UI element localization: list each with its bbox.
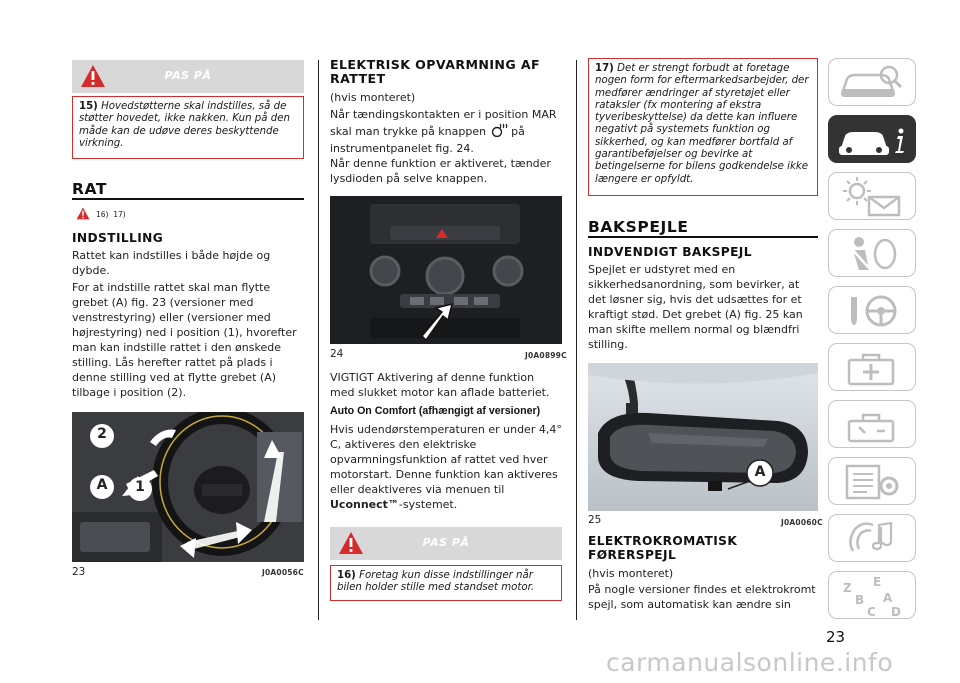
tab-car-overview[interactable] (828, 58, 916, 106)
section-title-heated-wheel: ELEKTRISK OPVARMNING AF RATTET (330, 57, 541, 86)
tab-warning-lights[interactable] (828, 172, 916, 220)
figure-23-image (72, 412, 304, 562)
warning-header (330, 527, 562, 560)
tab-index[interactable] (828, 571, 916, 619)
figure-code: J0A0056C (262, 568, 304, 577)
airbag-safety-icon (829, 230, 917, 278)
section-rule (72, 198, 304, 200)
column-separator (576, 60, 577, 620)
paragraph-2: For at indstille rattet skal man flytte grebet (A) fig. 23 (versioner med venstrestyring) eller (versioner med højrestyring) ned i position (1), hvorefter man kan indstille rattet i den ønskede stilling. Lås herefter rattet på plads i denne stilling ved at flytte grebet (A) tilbage i position (2). (72, 281, 297, 399)
paragraph-4-end: -systemet. (398, 498, 458, 511)
svg-text:D: D (891, 605, 901, 619)
section-title-rat: RAT (72, 180, 108, 198)
emergency-toolbox-icon (829, 344, 917, 392)
figure-code: J0A0899C (525, 351, 567, 360)
figure-label-1: 1 (135, 479, 145, 495)
heated-steering-wheel-icon (490, 123, 508, 137)
watermark: carmanualsonline.info (606, 648, 894, 677)
warning-text: Det er strengt forbudt at foretage nogen form for eftermarkedsarbejder, der medfører ændringer af styretøjet eller rataksler (fx montering af ekstra tyveribeskyttelse) da dette kan influere negativt på systemets funktion og sikkerhed, og kan medfører bortfald af garantibeføjelser og bevirke at betingelserne for bilens godkendelse ikke længere er opfyldt. (595, 63, 809, 185)
version-note: (hvis monteret) (330, 91, 416, 104)
figure-label-2: 2 (97, 426, 107, 442)
figure-number: 24 (330, 348, 344, 360)
warning-number: 16) (337, 570, 356, 581)
warning-box (72, 96, 304, 159)
paragraph-3: På nogle versioner findes et elektrokromt spejl, som automatisk kan ændre sin (588, 583, 816, 611)
warning-box (330, 565, 562, 601)
tab-car-info[interactable] (828, 115, 916, 163)
section-rule (588, 236, 818, 238)
warning-text: Foretag kun disse indstillinger når bilen holder stille med standset motor. (337, 570, 535, 594)
tab-multimedia[interactable] (828, 514, 916, 562)
version-note: (hvis monteret) (588, 567, 674, 580)
subsection-title-indvendigt-bakspejl: INDVENDIGT BAKSPEJL (588, 245, 752, 259)
svg-text:C: C (867, 605, 876, 619)
maintenance-service-icon (829, 401, 917, 449)
warning-triangle-icon (76, 207, 90, 220)
paragraph-2: Når denne funktion er aktiveret, tænder lysdioden på selve knappen. (330, 157, 551, 185)
paragraph-1: Rattet kan indstilles i både højde og dybde. (72, 249, 271, 277)
svg-text:Z: Z (843, 581, 852, 595)
steering-start-icon (829, 287, 917, 335)
paragraph-4 (330, 422, 562, 512)
multimedia-icon (829, 515, 917, 563)
rearview-mirror-illustration (588, 363, 818, 511)
uconnect-brand: Uconnect™ (330, 498, 399, 511)
index-alphabet-icon (829, 572, 917, 620)
subsection-title-indstilling: INDSTILLING (72, 231, 164, 245)
figure-25-image (588, 363, 818, 511)
figure-label-a: A (96, 477, 108, 493)
paragraph-1-text: Når tændingskontakten er i position MAR skal man trykke på knappen (330, 108, 557, 138)
figure-24-image (330, 196, 562, 344)
paragraph-1 (330, 106, 562, 157)
figure-code: J0A0060C (781, 518, 823, 527)
subsection-title-elektrokromatisk: ELEKTROKROMATISK FØRERSPEJL (588, 534, 738, 562)
warning-references: 16) 17) (96, 210, 126, 219)
tab-emergency[interactable] (828, 343, 916, 391)
svg-text:E: E (873, 575, 882, 589)
tab-safety[interactable] (828, 229, 916, 277)
car-info-icon (829, 116, 917, 164)
section-title-bakspejle: BAKSPEJLE (588, 218, 689, 236)
paragraph-1-text-end: på instrumentpanelet fig. 24. (330, 125, 525, 155)
figure-label-a: A (754, 464, 766, 480)
tab-technical-data[interactable] (828, 457, 916, 505)
warning-header (72, 60, 304, 93)
warning-title: PAS PÅ (164, 69, 212, 82)
page-number: 23 (826, 628, 846, 646)
warning-title: PAS PÅ (422, 536, 470, 549)
figure-number: 23 (72, 566, 86, 578)
svg-text:A: A (883, 591, 893, 605)
svg-text:B: B (855, 593, 865, 607)
paragraph-1: Spejlet er udstyret med en sikkerhedsanordning, som bevirker, at det løsner sig, hvis det udsættes for et kraftigt stød. Det grebet (A) fig. 25 kan man skifte mellem normal og blændfri stilling. (588, 263, 803, 351)
warning-number: 17) (595, 63, 614, 74)
warning-number: 15) (79, 101, 98, 112)
tab-maintenance[interactable] (828, 400, 916, 448)
warning-text: Hovedstøtterne skal indstilles, så de støtter hovedet, ikke nakken. Kun på den måde kan de udøve deres beskyttende virkning. (79, 101, 290, 149)
figure-number: 25 (588, 514, 602, 526)
car-search-icon (829, 59, 917, 107)
paragraph-4-text: Hvis udendørstemperaturen er under 4,4° C, aktiveres den elektriske opvarmningsfunktion af rattet ved hver motorstart. Denne funktion kan aktiveres eller deaktiveres via menuen til (330, 423, 562, 496)
column-separator (318, 60, 319, 620)
warning-box (588, 58, 818, 196)
important-note: VIGTIGT Aktivering af denne funktion med slukket motor kan aflade batteriet. (330, 371, 550, 399)
subsection-title-auto-on-comfort: Auto On Comfort (afhængigt af versioner) (330, 405, 541, 417)
warning-lights-icon (829, 173, 917, 221)
tab-starting-driving[interactable] (828, 286, 916, 334)
technical-data-icon (829, 458, 917, 506)
dashboard-buttons-illustration (330, 196, 562, 344)
